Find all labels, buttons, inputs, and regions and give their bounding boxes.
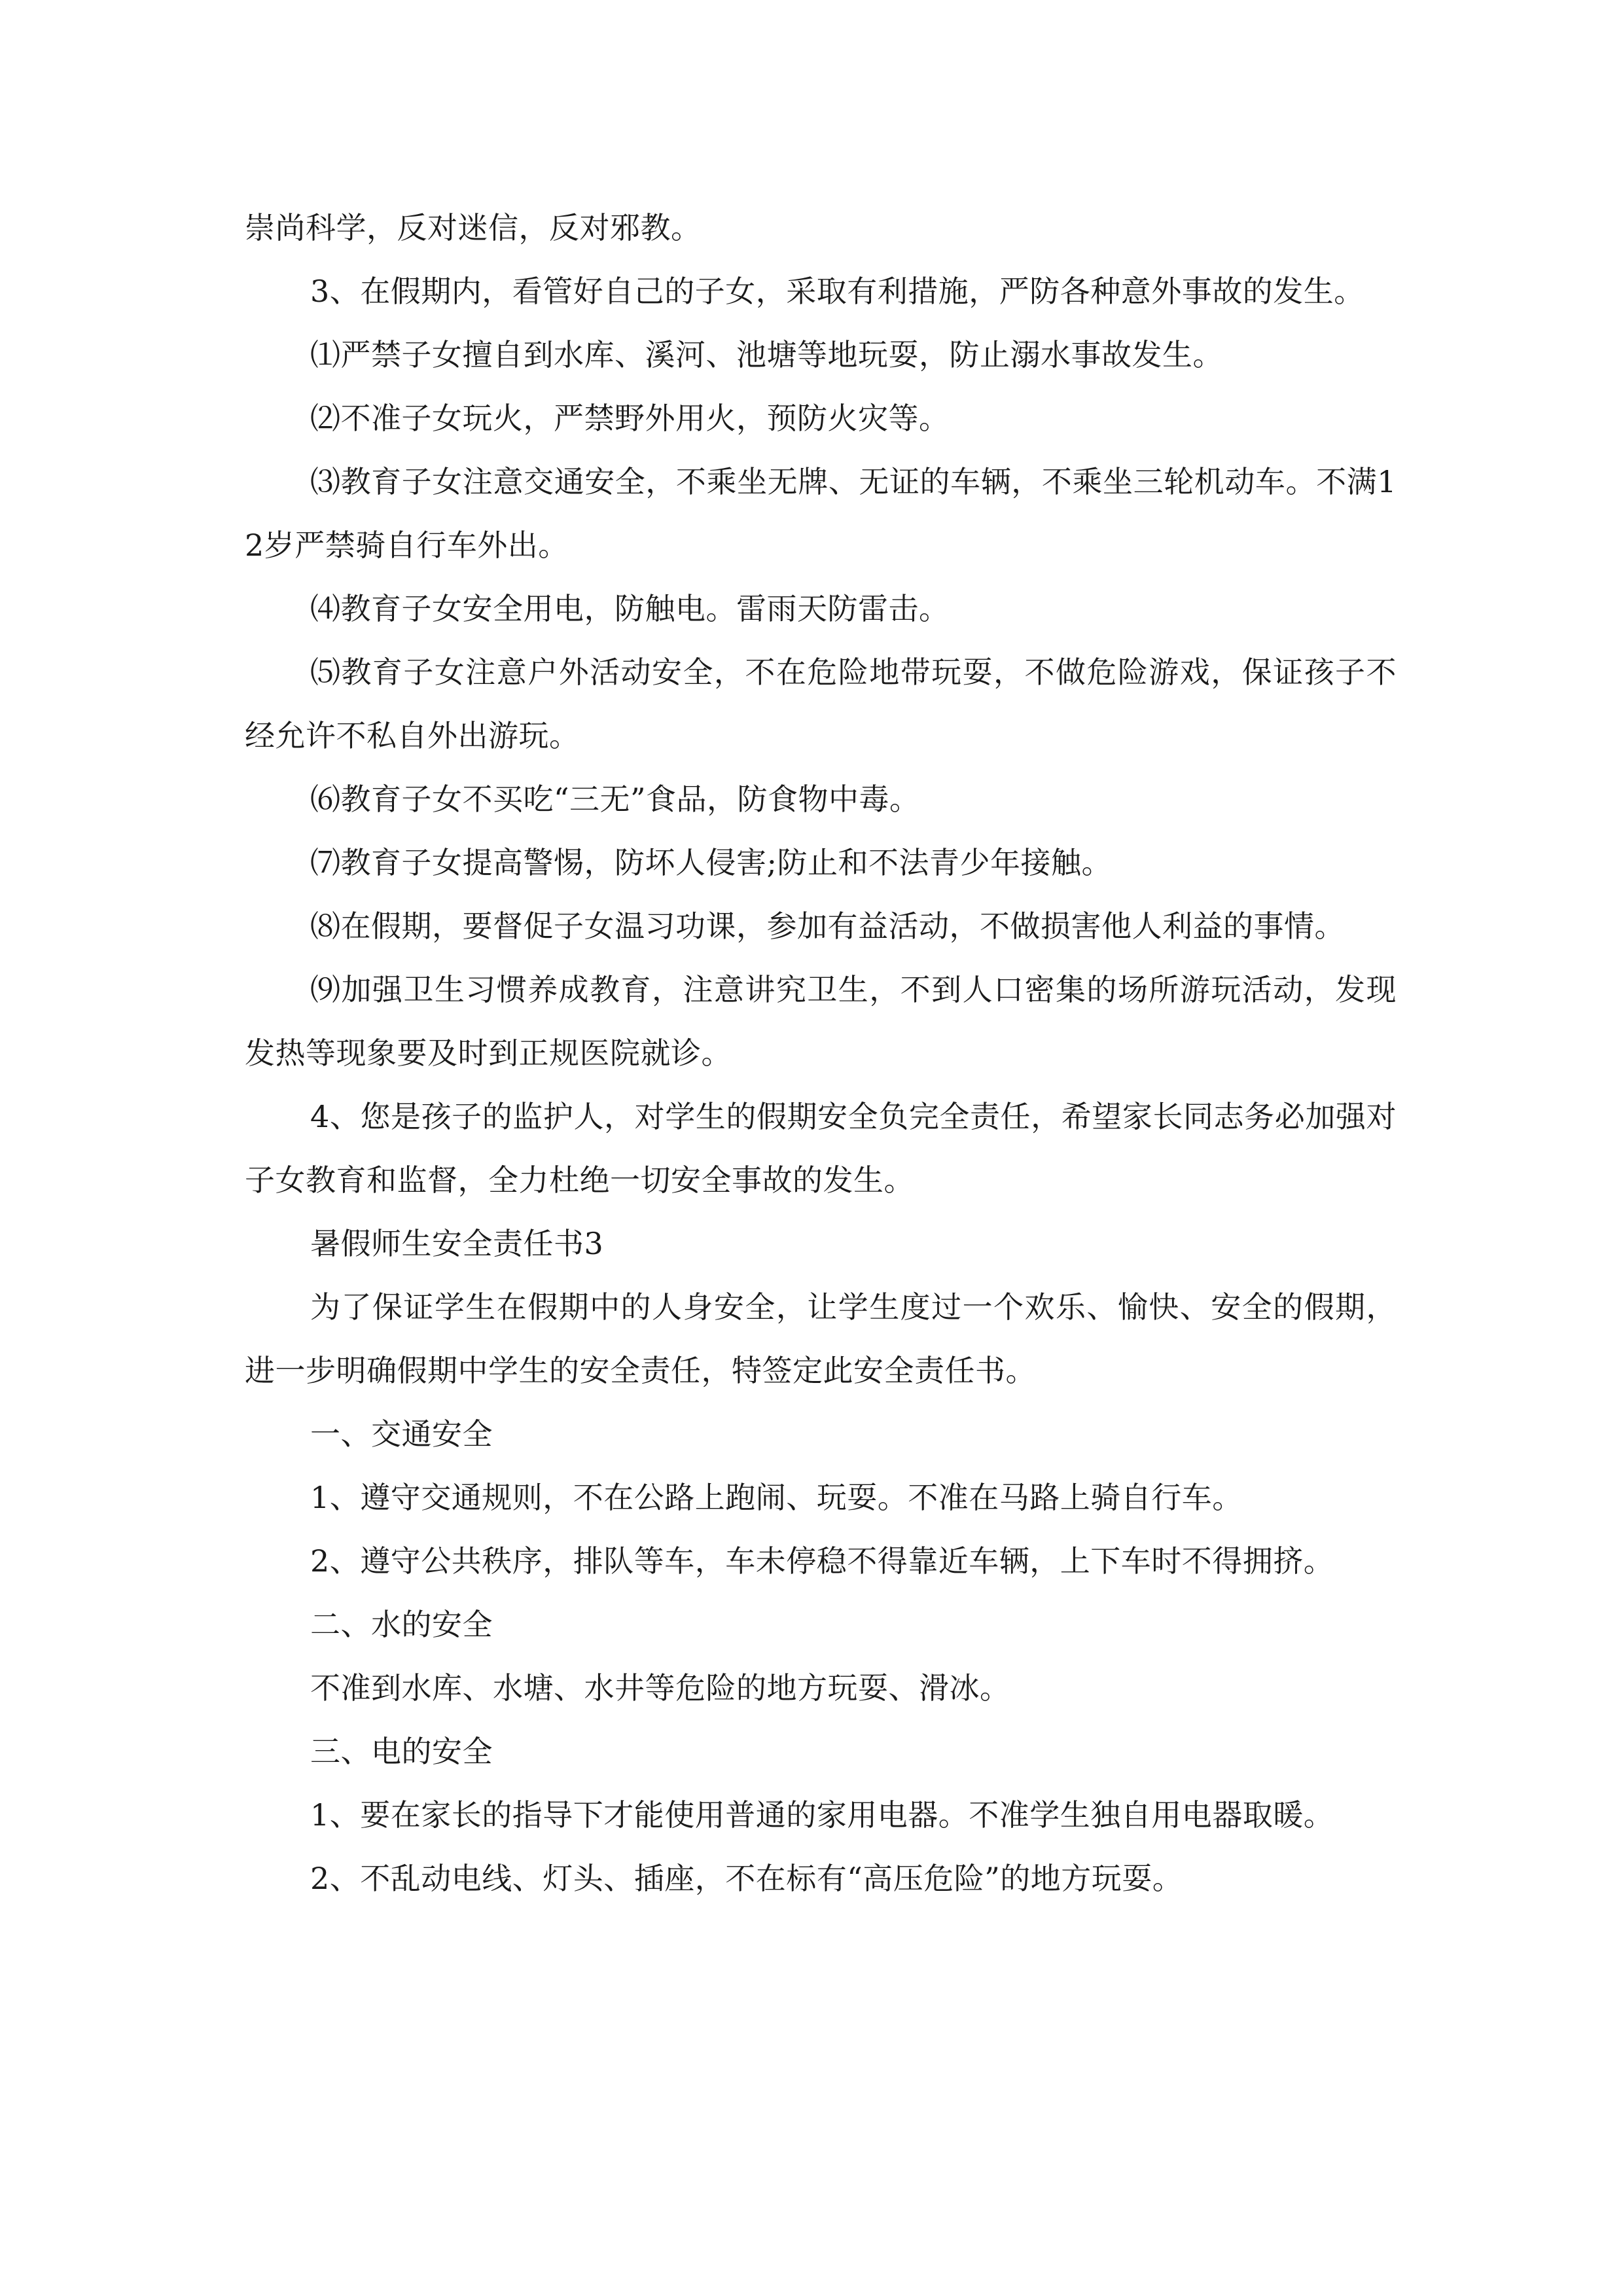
list-item: 2、遵守公共秩序，排队等车，车未停稳不得靠近车辆，上下车时不得拥挤。 <box>310 1543 1334 1579</box>
list-item: ⑺教育子女提高警惕，防坏人侵害;防止和不法青少年接触。 <box>310 845 1112 880</box>
section-heading: 三、电的安全 <box>310 1734 493 1769</box>
list-item: ⑶教育子女注意交通安全，不乘坐无牌、无证的车辆，不乘坐三轮机动车。不满12岁严禁骑自行车外出。 <box>245 464 1397 563</box>
list-item: 1、要在家长的指导下才能使用普通的家用电器。不准学生独自用电器取暖。 <box>310 1797 1334 1833</box>
list-item: ⑻在假期，要督促子女温习功课，参加有益活动，不做损害他人利益的事情。 <box>310 908 1345 944</box>
list-item: ⑹教育子女不买吃“三无”食品，防食物中毒。 <box>310 781 920 817</box>
list-item: ⑵不准子女玩火，严禁野外用火，预防火灾等。 <box>310 401 950 436</box>
list-item: ⑸教育子女注意户外活动安全，不在危险地带玩耍，不做危险游戏，保证孩子不经允许不私自外出游玩。 <box>245 655 1397 753</box>
paragraph: 崇尚科学，反对迷信，反对邪教。 <box>245 210 702 245</box>
document-body <box>245 196 1397 1910</box>
list-item: ⑷教育子女安全用电，防触电。雷雨天防雷击。 <box>310 591 950 626</box>
list-item: 1、遵守交通规则，不在公路上跑闹、玩耍。不准在马路上骑自行车。 <box>310 1480 1243 1515</box>
paragraph: 4、您是孩子的监护人，对学生的假期安全负完全责任，希望家长同志务必加强对子女教育和监督，全力杜绝一切安全事故的发生。 <box>245 1099 1397 1198</box>
list-item: ⑴严禁子女擅自到水库、溪河、池塘等地玩耍，防止溺水事故发生。 <box>310 337 1223 372</box>
paragraph: 3、在假期内，看管好自己的子女，采取有利措施，严防各种意外事故的发生。 <box>310 274 1364 309</box>
section-title: 暑假师生安全责任书3 <box>310 1226 604 1261</box>
section-heading: 二、水的安全 <box>310 1607 493 1642</box>
list-item: ⑼加强卫生习惯养成教育，注意讲究卫生，不到人口密集的场所游玩活动，发现发热等现象要及时到正规医院就诊。 <box>245 972 1397 1071</box>
paragraph: 不准到水库、水塘、水井等危险的地方玩耍、滑冰。 <box>310 1670 1010 1706</box>
section-heading: 一、交通安全 <box>310 1416 493 1452</box>
list-item: 2、不乱动电线、灯头、插座，不在标有“高压危险”的地方玩耍。 <box>310 1861 1183 1896</box>
paragraph: 为了保证学生在假期中的人身安全，让学生度过一个欢乐、愉快、安全的假期，进一步明确假期中学生的安全责任，特签定此安全责任书。 <box>245 1289 1397 1388</box>
